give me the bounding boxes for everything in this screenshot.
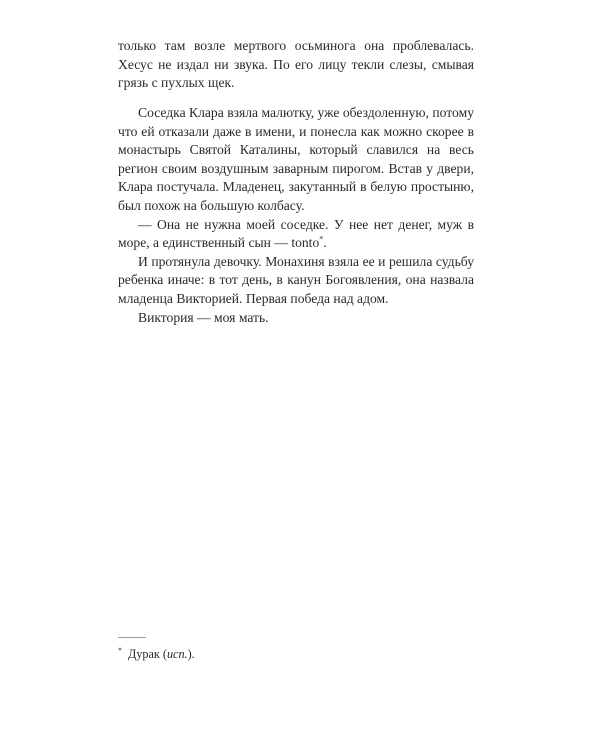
text-block-top [118,37,474,93]
paragraph-3: И протянула девочку. Монахиня взяла ее и решила судьбу ребенка иначе: в тот день, в канун Богоявления, она назвала младенца Викторией. Первая победа над адом. [118,253,474,306]
paragraph-dialogue [118,216,474,253]
footnote-text: Дурак ( [128,647,167,661]
paragraph-4: Виктория — моя мать. [138,309,269,325]
dialogue-text: — Она не нужна моей соседке. У нее нет денег, муж в море, а единственный сын — tonto [118,216,474,251]
paragraph-2: Соседка Клара взяла малютку, уже обездоленную, потому что ей отказали даже в имени, и понесла как можно скорее в монастырь Святой Каталины, который славился на весь регион своим воздушным заварным пирогом. Встав у двери, Клара постучала. Младенец, закутанный в белую простыню, был похож на большую колбасу. [118,105,474,213]
footnote-language-note: исп. [166,647,188,661]
footnote-reference: * [319,234,324,244]
paragraph-1: только там возле мертвого осьминога она проблевалась. Хесус не издал ни звука. По его лицу текли слезы, смывая грязь с пухлых щек. [118,38,474,91]
footnote-marker: * [118,645,122,655]
footnote-text-end: ). [187,647,195,661]
text-block-main [118,104,474,327]
footnote-divider [118,637,146,638]
dialogue-end: . [323,235,327,251]
footnote [118,646,195,662]
